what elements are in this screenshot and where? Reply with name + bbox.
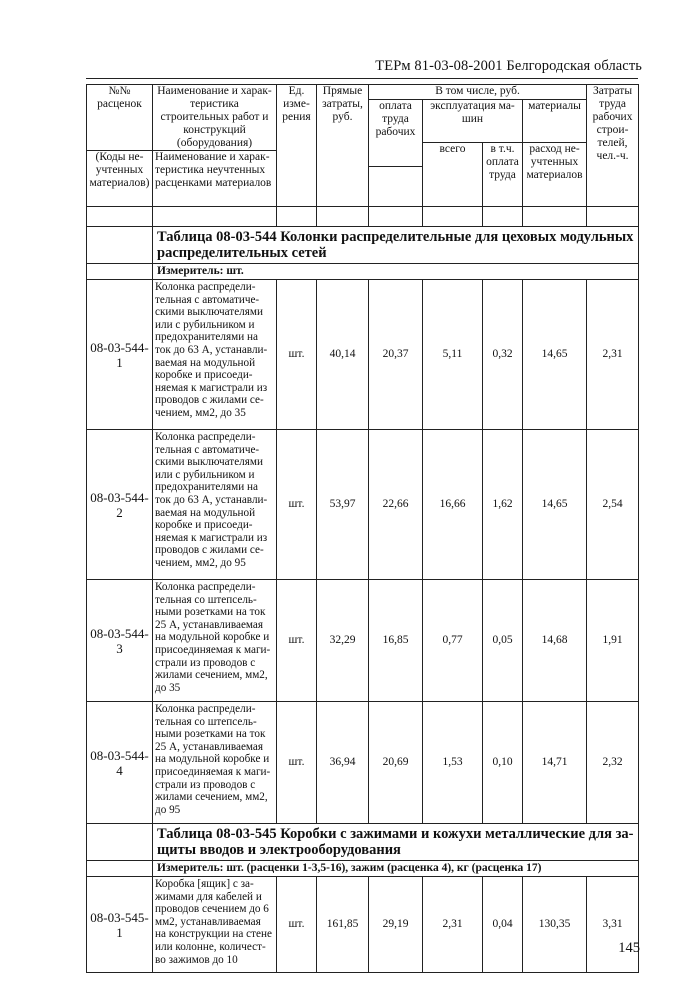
col-machines-total: всего [423, 142, 483, 207]
section-title-row [87, 824, 639, 861]
table-row [87, 280, 639, 430]
rate-code: 08-03-544-3 [87, 580, 153, 702]
rate-materials: 130,35 [523, 877, 587, 973]
rate-unit: шт. [277, 280, 317, 430]
col-incl-group: В том числе, руб. [369, 85, 587, 100]
table-row [87, 430, 639, 580]
col-machines-wages: в т.ч. оплата труда [483, 142, 523, 207]
rate-machines: 16,66 [423, 430, 483, 580]
measure-row [87, 861, 639, 877]
rate-machines-wages: 0,04 [483, 877, 523, 973]
col-machines-group: эксплуатация ма-шин [423, 100, 523, 143]
rate-description: Колонка распредели-тельная со штепсель-ными розетками на ток 25 А, устанавливаемая на модульной коробке и присоединяемая к маги-страли из проводов с жилами сечением, мм2, до 95 [153, 702, 277, 824]
rate-code: 08-03-544-4 [87, 702, 153, 824]
rate-wages: 22,66 [369, 430, 423, 580]
rate-labor: 2,31 [587, 280, 639, 430]
rate-direct: 40,14 [317, 280, 369, 430]
rate-materials: 14,65 [523, 430, 587, 580]
rate-wages: 16,85 [369, 580, 423, 702]
col-materials-head: материалы [523, 100, 587, 143]
col-unit-head: Ед. изме-рения [277, 85, 317, 207]
rate-description: Колонка распредели-тельная со штепсель-ными розетками на ток 25 А, устанавливаемая на модульной коробке и присоединяемая к маги-страли из проводов с жилами сечением, мм2, до 35 [153, 580, 277, 702]
rate-labor: 2,32 [587, 702, 639, 824]
rate-machines-wages: 0,32 [483, 280, 523, 430]
section-title-row [87, 227, 639, 264]
spacer-row [87, 207, 639, 227]
rate-description: Колонка распредели-тельная с автоматиче-скими выключателями или с рубильником и предохранителями на ток до 63 А, устанавли-ваемая на модульной коробке и присоеди-няемая к магистрали из проводов с жилами се-чением, мм2, до 95 [153, 430, 277, 580]
section-title: Таблица 08-03-544 Колонки распределительные для цеховых модульных распределительных сетей [153, 227, 639, 264]
measure-label: Измеритель: шт. [153, 264, 639, 280]
measure-row [87, 264, 639, 280]
rate-machines: 0,77 [423, 580, 483, 702]
rate-machines: 1,53 [423, 702, 483, 824]
rate-code: 08-03-544-1 [87, 280, 153, 430]
col-code-head: №№ расценок [87, 85, 153, 151]
col-name-sub: Наименование и харак-теристика неучтенных расценками материалов [153, 151, 277, 207]
rate-wages: 20,69 [369, 702, 423, 824]
section-title: Таблица 08-03-545 Коробки с зажимами и кожухи металлические для за-щиты вводов и электрооборудования [153, 824, 639, 861]
rate-materials: 14,65 [523, 280, 587, 430]
rate-labor: 1,91 [587, 580, 639, 702]
rate-wages: 29,19 [369, 877, 423, 973]
table-row [87, 877, 639, 973]
rate-machines: 2,31 [423, 877, 483, 973]
rate-labor: 3,31 [587, 877, 639, 973]
col-code-sub: (Коды не-учтенных материалов) [87, 151, 153, 207]
table-row [87, 580, 639, 702]
rate-code: 08-03-545-1 [87, 877, 153, 973]
page-header: ТЕРм 81-03-08-2001 Белгородская область [375, 58, 642, 74]
table-row [87, 702, 639, 824]
rate-machines-wages: 1,62 [483, 430, 523, 580]
col-name-head: Наименование и харак-теристика строительных работ и конструкций (оборудования) [153, 85, 277, 151]
rate-direct: 161,85 [317, 877, 369, 973]
col-labor-head: Затраты труда рабочих строи-телей, чел.-ч. [587, 85, 639, 207]
rate-unit: шт. [277, 580, 317, 702]
rate-machines-wages: 0,05 [483, 580, 523, 702]
page-number: 145 [618, 940, 640, 956]
rate-unit: шт. [277, 877, 317, 973]
rate-unit: шт. [277, 702, 317, 824]
rate-direct: 36,94 [317, 702, 369, 824]
rate-machines-wages: 0,10 [483, 702, 523, 824]
rate-description: Коробка [ящик] с за-жимами для кабелей и проводов сечением до 6 мм2, устанавливаемая на конструкции на стене или колонне, количест-во зажимов до 10 [153, 877, 277, 973]
rate-direct: 53,97 [317, 430, 369, 580]
rate-labor: 2,54 [587, 430, 639, 580]
header-rule [86, 78, 638, 79]
rate-wages: 20,37 [369, 280, 423, 430]
col-direct-head: Прямые затраты, руб. [317, 85, 369, 207]
rate-description: Колонка распредели-тельная с автоматиче-скими выключателями или с рубильником и предохранителями на ток до 63 А, устанавли-ваемая на модульной коробке и присоеди-няемая к магистрали из проводов с жилами се-чением, мм2, до 35 [153, 280, 277, 430]
rates-table [86, 84, 639, 973]
col-materials-sub: расход не-учтенных материалов [523, 142, 587, 207]
rate-direct: 32,29 [317, 580, 369, 702]
rate-materials: 14,68 [523, 580, 587, 702]
rate-materials: 14,71 [523, 702, 587, 824]
col-wages-head: оплата труда рабочих [369, 100, 423, 167]
rate-code: 08-03-544-2 [87, 430, 153, 580]
measure-label: Измеритель: шт. (расценки 1-3,5-16), зажим (расценка 4), кг (расценка 17) [153, 861, 639, 877]
rate-machines: 5,11 [423, 280, 483, 430]
rate-unit: шт. [277, 430, 317, 580]
